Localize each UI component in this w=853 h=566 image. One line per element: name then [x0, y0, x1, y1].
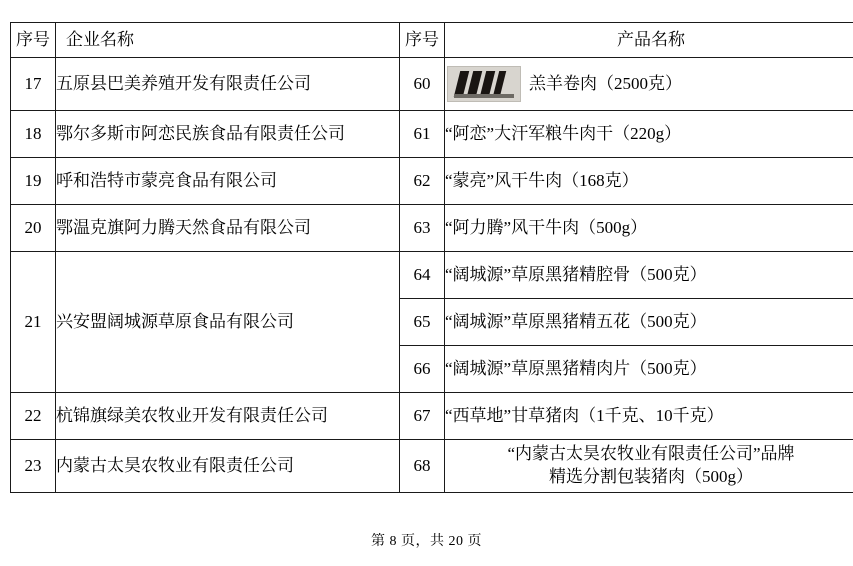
- cell-seq2: 64: [400, 252, 445, 299]
- cell-product: “西草地”甘草猪肉（1千克、10千克）: [445, 393, 853, 440]
- table-row: [11, 252, 853, 299]
- table-row: [11, 111, 853, 158]
- cell-product: “阔城源”草原黑猪精腔骨（500克）: [445, 252, 853, 299]
- cell-enterprise: 五原县巴美养殖开发有限责任公司: [56, 58, 400, 111]
- cell-enterprise: 兴安盟阔城源草原食品有限公司: [56, 252, 400, 393]
- cell-seq1: 18: [11, 111, 56, 158]
- product-name-line1: “内蒙古太昊农牧业有限责任公司”品牌: [507, 444, 795, 464]
- table-header: [11, 23, 853, 58]
- cell-seq2: 65: [400, 299, 445, 346]
- cell-product: “阔城源”草原黑猪精肉片（500克）: [445, 346, 853, 393]
- cell-product: [445, 440, 853, 493]
- cell-seq1: 22: [11, 393, 56, 440]
- table-header-row: [11, 23, 853, 58]
- cell-enterprise: 呼和浩特市蒙亮食品有限公司: [56, 158, 400, 205]
- cell-seq1: 21: [11, 252, 56, 393]
- page-footer: 第 8 页，共 20 页: [371, 534, 482, 549]
- cell-seq2: 67: [400, 393, 445, 440]
- header-seq1: 序号: [11, 23, 56, 58]
- product-catalog-table: [10, 22, 853, 493]
- cell-enterprise: 鄂温克旗阿力腾天然食品有限公司: [56, 205, 400, 252]
- cell-product: “阔城源”草原黑猪精五花（500克）: [445, 299, 853, 346]
- product-name-line2: 精选分割包装猪肉（500g）: [549, 467, 753, 486]
- header-product: 产品名称: [445, 23, 853, 58]
- table-body: [11, 58, 853, 493]
- cell-seq1: 23: [11, 440, 56, 493]
- cell-product: [445, 58, 853, 111]
- cell-seq2: 68: [400, 440, 445, 493]
- cell-seq2: 62: [400, 158, 445, 205]
- cell-product: “阿力腾”风干牛肉（500g）: [445, 205, 853, 252]
- table-row: [11, 58, 853, 111]
- meat-roll-photo-icon: [447, 66, 521, 102]
- cell-seq1: 20: [11, 205, 56, 252]
- cell-seq2: 66: [400, 346, 445, 393]
- header-seq2: 序号: [400, 23, 445, 58]
- header-enterprise: 企业名称: [56, 23, 400, 58]
- product-name: 羔羊卷肉（2500克）: [529, 73, 682, 93]
- cell-product: “蒙亮”风干牛肉（168克）: [445, 158, 853, 205]
- table-row: [11, 440, 853, 493]
- cell-seq2: 61: [400, 111, 445, 158]
- cell-seq1: 17: [11, 58, 56, 111]
- cell-enterprise: 杭锦旗绿美农牧业开发有限责任公司: [56, 393, 400, 440]
- table-row: [11, 393, 853, 440]
- cell-product: “阿恋”大汗军粮牛肉干（220g）: [445, 111, 853, 158]
- cell-seq2: 63: [400, 205, 445, 252]
- cell-enterprise: 内蒙古太昊农牧业有限责任公司: [56, 440, 400, 493]
- table-row: [11, 205, 853, 252]
- cell-enterprise: 鄂尔多斯市阿恋民族食品有限责任公司: [56, 111, 400, 158]
- table-row: [11, 158, 853, 205]
- cell-seq2: 60: [400, 58, 445, 111]
- cell-seq1: 19: [11, 158, 56, 205]
